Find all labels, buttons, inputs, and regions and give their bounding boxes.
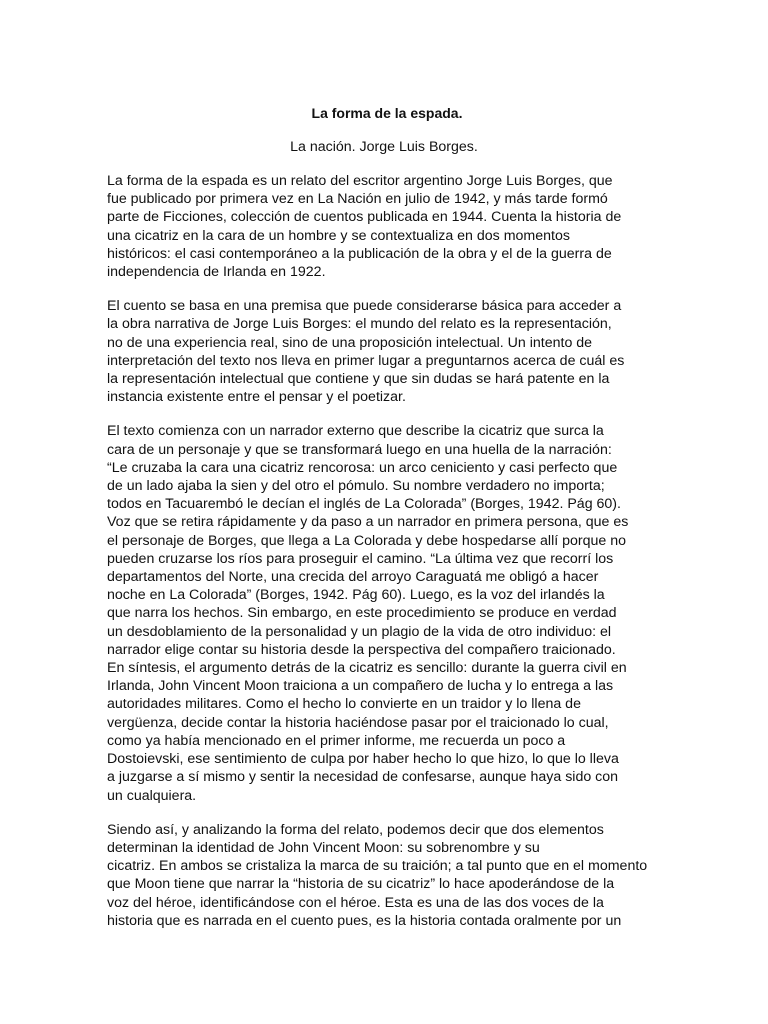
document-title: La forma de la espada.	[311, 105, 463, 121]
paragraph-4: Siendo así, y analizando la forma del relato, podemos decir que dos elementos determinan la identidad de John Vincent Moon: su sobrenombre y su cicatriz. En ambos se cristaliza la marca de su traición; a tal punto que en el momento que Moon tiene que narrar la “historia de su cicatriz” lo hace apoderándose de la voz del héroe, identificándose con el héroe. Esta es una de las dos voces de la historia que es narrada en el cuento pues, es la historia contada oralmente por un	[107, 821, 648, 929]
paragraph-1: La forma de la espada es un relato del escritor argentino Jorge Luis Borges, que fue publicado por primera vez en La Nación en julio de 1942, y más tarde formó parte de Ficciones, colección de cuentos publicada en 1944. Cuenta la historia de una cicatriz en la cara de un hombre y se contextualiza en dos momentos históricos: el casi contemporáneo a la publicación de la obra y el de la guerra de independencia de Irlanda en 1922.	[107, 173, 622, 281]
paragraph-3: El texto comienza con un narrador externo que describe la cicatriz que surca la cara de un personaje y que se transformará luego en una huella de la narración: “Le cruzaba la cara una cicatriz rencorosa: un arco ceniciento y casi perfecto que de un lado ajaba la sien y del otro el pómulo. Su nombre verdadero no importa; todos en Tacuarembó le decían el inglés de La Colorada” (Borges, 1942. Pág 60). Voz que se retira rápidamente y da paso a un narrador en primera persona, que es el personaje de Borges, que llega a La Colorada y debe hospedarse allí porque no pueden cruzarse los ríos para proseguir el camino. “La última vez que recorrí los departamentos del Norte, una crecida del arroyo Caraguatá me obligó a hacer noche en La Colorada” (Borges, 1942. Pág 60). Luego, es la voz del irlandés la que narra los hechos. Sin embargo, en este procedimiento se produce en verdad un desdoblamiento de la personalidad y un plagio de la vida de otro individuo: el narrador elige contar su historia desde la perspectiva del compañero traicionado. En síntesis, el argumento detrás de la cicatriz es sencillo: durante la guerra civil en Irlanda, John Vincent Moon traiciona a un compañero de lucha y lo entrega a las autoridades militares. Como el hecho lo convierte en un traidor y lo llena de vergüenza, decide contar la historia haciéndose pasar por el traicionado lo cual, como ya había mencionado en el primer informe, me recuerda un poco a Dostoievski, ese sentimiento de culpa por haber hecho lo que hizo, lo que lo lleva a juzgarse a sí mismo y sentir la necesidad de confesarse, aunque haya sido con un cualquiera.	[107, 423, 629, 804]
paragraph-2: El cuento se basa en una premisa que puede considerarse básica para acceder a la obra narrativa de Jorge Luis Borges: el mundo del relato es la representación, no de una experiencia real, sino de una proposición intelectual. Un intento de interpretación del texto nos lleva en primer lugar a preguntarnos acerca de cuál es la representación intelectual que contiene y que sin dudas se hará patente en la instancia existente entre el pensar y el poetizar.	[107, 298, 625, 406]
document-page	[107, 104, 659, 930]
document-subtitle: La nación. Jorge Luis Borges.	[290, 139, 478, 155]
